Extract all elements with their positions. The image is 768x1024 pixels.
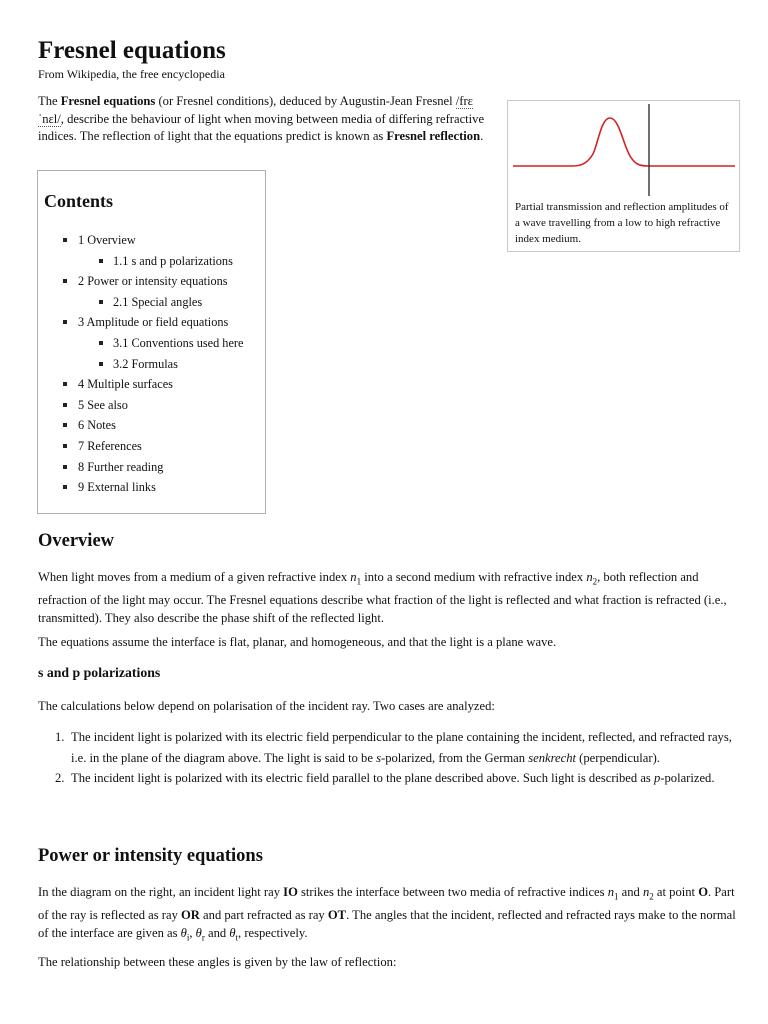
list-item: 1. The incident light is polarized with its electric field perpendicular to the plane containing the incident, reflected, and refracted rays, i.e. in the plane of the diagram above. The light is said to be s-polarized, from the German senkrecht (perpendicular). xyxy=(55,730,732,765)
figure-box xyxy=(507,100,740,252)
overview-paragraph-1: When light moves from a medium of a given refractive index $n_1$ into a second medium with refractive index $n_2$, both reflection and refraction of the light may occur. The Fresnel equations describe what fraction of the light is reflected and what fraction is refracted (i.e., transmitted). They also describe the phase shift of the reflected light. xyxy=(38,570,727,625)
toc-item[interactable]: 7 References xyxy=(38,438,265,459)
ipa-pronunciation-link[interactable]: /frɛˈnɛl/ xyxy=(38,94,473,126)
fresnel-equations-term: Fresnel equations xyxy=(60,94,156,108)
overview-paragraph-2: The equations assume the interface is flat, planar, and homogeneous, and that the light is a plane wave. xyxy=(38,635,557,649)
toc-title: Contents xyxy=(44,191,114,211)
power-paragraph-2: The relationship between these angles is given by the law of reflection: xyxy=(38,955,397,969)
section-heading-power: Power or intensity equations xyxy=(38,846,263,866)
toc-item[interactable]: 3.2 Formulas xyxy=(38,356,265,377)
intro-paragraph: The Fresnel equations (or Fresnel conditions), deduced by Augustin-Jean Fresnel /frɛˈnɛl/, describe the behaviour of light when moving between media of differing refractive indices. The reflection of light that the equations predict is known as Fresnel reflection. xyxy=(38,94,485,143)
polarizations-intro: The calculations below depend on polarisation of the incident ray. Two cases are analyzed: xyxy=(38,699,495,713)
toc-item[interactable]: 1.1 s and p polarizations xyxy=(38,253,265,274)
section-heading-polarizations: s and p polarizations xyxy=(38,665,161,680)
toc-item[interactable]: 3 Amplitude or field equations xyxy=(38,314,265,335)
toc-list xyxy=(38,232,265,500)
page-tagline: From Wikipedia, the free encyclopedia xyxy=(38,67,225,81)
fresnel-reflection-term: Fresnel reflection xyxy=(386,129,481,143)
toc-item[interactable]: 4 Multiple surfaces xyxy=(38,376,265,397)
toc-item[interactable]: 1 Overview xyxy=(38,232,265,253)
page-title: Fresnel equations xyxy=(38,37,226,64)
figure-caption: Partial transmission and reflection amplitudes of a wave travelling from a low to high refractive index medium. xyxy=(515,201,729,245)
polarization-cases-list xyxy=(38,727,738,789)
toc-item[interactable]: 6 Notes xyxy=(38,417,265,438)
toc-item[interactable]: 2 Power or intensity equations xyxy=(38,273,265,294)
toc-item[interactable]: 3.1 Conventions used here xyxy=(38,335,265,356)
toc-item[interactable]: 8 Further reading xyxy=(38,459,265,480)
section-heading-overview: Overview xyxy=(38,531,115,551)
power-paragraph-1: In the diagram on the right, an incident light ray IO strikes the interface between two media of refractive indices $n_1$ and $n_2$ at point O. Part of the ray is reflected as ray OR and part refracted as ray OT. The angles that the incident, reflected and refracted rays make to the normal of the interface are given as $\theta_i$, $\theta_r$ and $\theta_t$, respectively. xyxy=(38,885,736,943)
wave-figure[interactable] xyxy=(513,104,735,196)
toc-item[interactable]: 5 See also xyxy=(38,397,265,418)
toc-item[interactable]: 9 External links xyxy=(38,479,265,500)
wave-amplitude-curve xyxy=(513,118,735,166)
list-item: 2. The incident light is polarized with its electric field parallel to the plane described above. Such light is described as p-polarized. xyxy=(55,771,715,785)
table-of-contents xyxy=(37,170,266,514)
toc-item[interactable]: 2.1 Special angles xyxy=(38,294,265,315)
